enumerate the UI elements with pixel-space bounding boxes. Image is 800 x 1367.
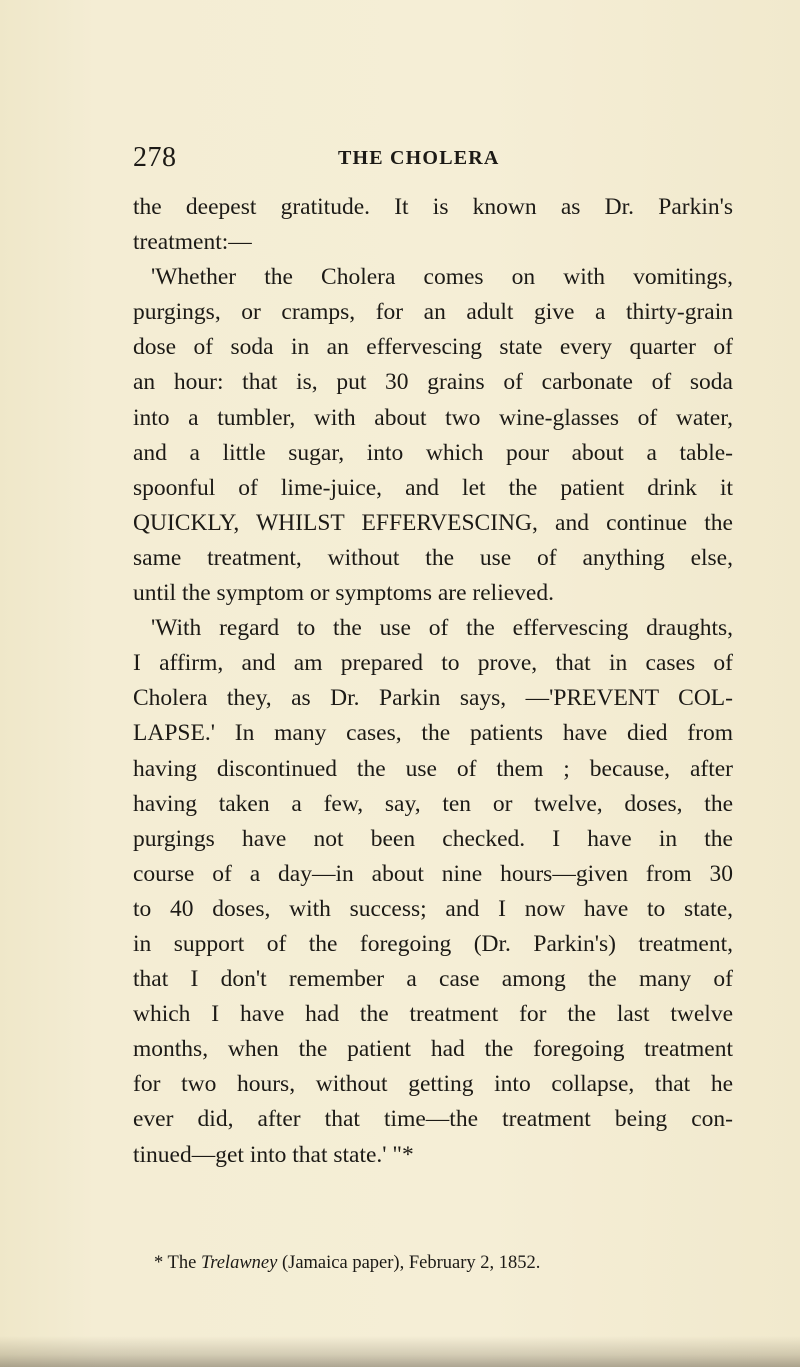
page-header: [133, 138, 733, 178]
footnote-title: Trelawney: [200, 1253, 278, 1273]
text-line: months, when the patient had the foregoing treatment: [133, 1036, 733, 1063]
text-line: QUICKLY, WHILST EFFERVESCING, and continue the: [133, 509, 733, 536]
text-line: I affirm, and am prepared to prove, that in cases of: [133, 650, 733, 677]
text-line: an hour: that is, put 30 grains of carbonate of soda: [133, 369, 733, 396]
text-line: dose of soda in an effervescing state every quarter of: [133, 334, 733, 361]
text-line: spoonful of lime-juice, and let the patient drink it: [133, 474, 733, 501]
running-head: THE CHOLERA: [338, 147, 500, 169]
text-line: into a tumbler, with about two wine-glasses of water,: [133, 404, 733, 431]
text-line: the deepest gratitude. It is known as Dr. Parkin's: [133, 194, 733, 220]
text-line: ever did, after that time—the treatment being con-: [133, 1106, 733, 1133]
text-line: which I have had the treatment for the last twelve: [133, 1001, 733, 1028]
page-number: 278: [133, 142, 177, 173]
text-line: purgings have not been checked. I have in the: [133, 825, 733, 852]
text-line: to 40 doses, with success; and I now have to state,: [133, 895, 733, 922]
text-line: having discontinued the use of them ; because, after: [133, 755, 733, 782]
footnote-source: (Jamaica paper), February 2, 1852.: [281, 1253, 541, 1273]
text-line: LAPSE.' In many cases, the patients have died from: [133, 720, 733, 747]
text-line: for two hours, without getting into collapse, that he: [133, 1071, 733, 1098]
text-line: 'With regard to the use of the effervescing draughts,: [151, 615, 733, 642]
body-text: [133, 190, 733, 1173]
text-line: having taken a few, say, ten or twelve, doses, the: [133, 790, 733, 817]
page-edge-shadow: [0, 1336, 800, 1367]
text-line: purgings, or cramps, for an adult give a thirty-grain: [133, 299, 733, 326]
text-line: course of a day—in about nine hours—given from 30: [133, 860, 733, 887]
text-line: same treatment, without the use of anything else,: [133, 544, 733, 571]
text-line: Cholera they, as Dr. Parkin says, —'PREVENT COL-: [133, 685, 733, 712]
text-line: in support of the foregoing (Dr. Parkin's) treatment,: [133, 930, 733, 957]
footnote: [154, 1250, 734, 1276]
text-line: treatment:—: [133, 229, 252, 256]
text-line: until the symptom or symptoms are relieved.: [133, 580, 554, 607]
footnote-marker: * The: [154, 1253, 197, 1273]
text-line: 'Whether the Cholera comes on with vomitings,: [151, 264, 733, 291]
text-line: tinued—get into that state.' "*: [133, 1141, 414, 1168]
text-line: and a little sugar, into which pour about a table-: [133, 439, 733, 466]
text-line: that I don't remember a case among the many of: [133, 966, 733, 993]
